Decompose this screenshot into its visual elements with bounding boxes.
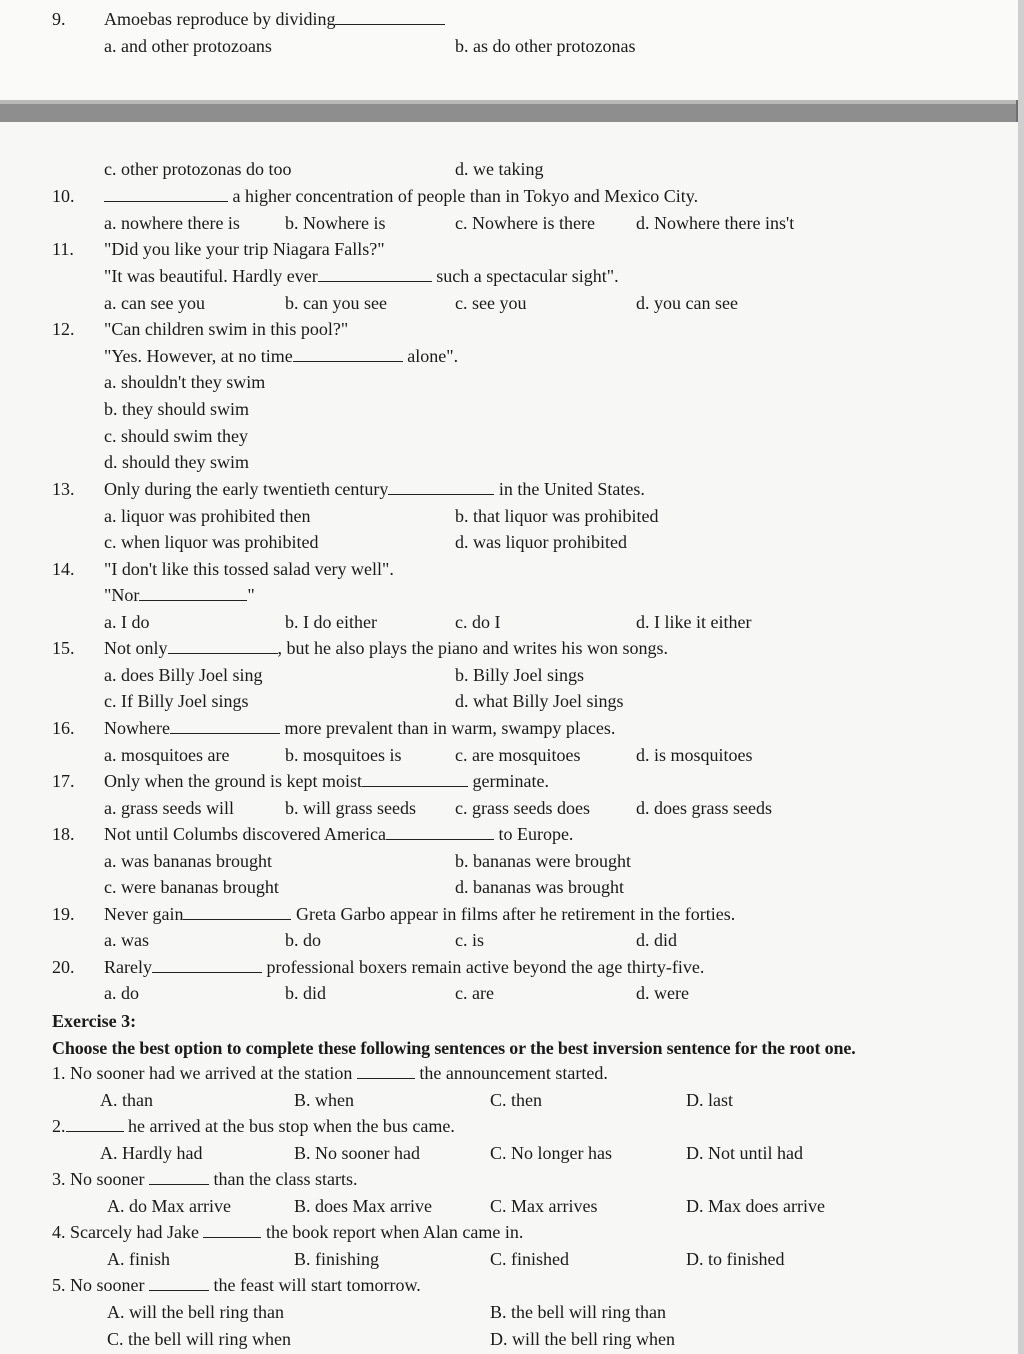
option: b. will grass seeds bbox=[285, 798, 416, 818]
option: a. liquor was prohibited then bbox=[104, 506, 311, 526]
option: C. finished bbox=[490, 1249, 569, 1269]
option: a. does Billy Joel sing bbox=[104, 665, 263, 685]
option: D. will the bell ring when bbox=[490, 1329, 675, 1349]
answer-blank bbox=[357, 1063, 415, 1079]
option: a. grass seeds will bbox=[104, 798, 234, 818]
question-number: 12. bbox=[52, 319, 75, 339]
option: a. nowhere there is bbox=[104, 213, 240, 233]
option: A. do Max arrive bbox=[107, 1196, 231, 1216]
question-stem: 2. he arrived at the bus stop when the bus came. bbox=[52, 1116, 455, 1136]
option: c. see you bbox=[455, 293, 527, 313]
option: c. were bananas brought bbox=[104, 877, 279, 897]
option: d. were bbox=[636, 983, 689, 1003]
question-number: 11. bbox=[52, 239, 74, 259]
question-stem: Only during the early twentieth century in the United States. bbox=[104, 479, 645, 499]
option: B. when bbox=[294, 1090, 354, 1110]
answer-blank bbox=[335, 9, 445, 25]
option: c. grass seeds does bbox=[455, 798, 590, 818]
option: d. did bbox=[636, 930, 678, 950]
question-stem-line: "Nor " bbox=[104, 585, 255, 605]
option: A. Hardly had bbox=[100, 1143, 203, 1163]
exercise-instruction: Choose the best option to complete these following sentences or the best inversion sentence for the root one. bbox=[52, 1038, 856, 1058]
option: c. If Billy Joel sings bbox=[104, 691, 249, 711]
option: c. should swim they bbox=[104, 426, 248, 446]
option: B. does Max arrive bbox=[294, 1196, 432, 1216]
option: A. than bbox=[100, 1090, 153, 1110]
question-stem: 5. No sooner the feast will start tomorrow. bbox=[52, 1275, 421, 1295]
question-number: 9. bbox=[52, 9, 66, 29]
option: b. Nowhere is bbox=[285, 213, 386, 233]
answer-blank bbox=[149, 1275, 209, 1291]
option: C. then bbox=[490, 1090, 542, 1110]
option: D. to finished bbox=[686, 1249, 785, 1269]
answer-blank bbox=[66, 1116, 124, 1132]
question-stem: a higher concentration of people than in Tokyo and Mexico City. bbox=[104, 185, 698, 207]
option: d. you can see bbox=[636, 293, 738, 313]
question-number: 18. bbox=[52, 824, 75, 844]
option: a. do bbox=[104, 983, 139, 1003]
question-number: 14. bbox=[52, 559, 75, 579]
option: B. finishing bbox=[294, 1249, 380, 1269]
option: c. are bbox=[455, 983, 494, 1003]
answer-blank bbox=[183, 904, 291, 920]
option: d. what Billy Joel sings bbox=[455, 691, 624, 711]
question-stem: "I don't like this tossed salad very well". bbox=[104, 559, 394, 579]
question-stem: 3. No sooner than the class starts. bbox=[52, 1169, 358, 1189]
option: b. do bbox=[285, 930, 321, 950]
answer-blank bbox=[386, 824, 494, 840]
option: A. will the bell ring than bbox=[107, 1302, 284, 1322]
option: A. finish bbox=[107, 1249, 170, 1269]
option: b. that liquor was prohibited bbox=[455, 506, 659, 526]
option: C. No longer has bbox=[490, 1143, 612, 1163]
answer-blank bbox=[139, 585, 247, 601]
option: c. Nowhere is there bbox=[455, 213, 595, 233]
option: c. other protozonas do too bbox=[104, 159, 292, 179]
option: b. as do other protozonas bbox=[455, 36, 636, 56]
option: c. do I bbox=[455, 612, 501, 632]
option: c. is bbox=[455, 930, 484, 950]
option: d. I like it either bbox=[636, 612, 752, 632]
option: a. was bananas brought bbox=[104, 851, 272, 871]
option: b. Billy Joel sings bbox=[455, 665, 585, 685]
answer-blank bbox=[318, 266, 432, 282]
question-number: 10. bbox=[52, 186, 75, 206]
question-number: 16. bbox=[52, 718, 75, 738]
option: d. should they swim bbox=[104, 452, 250, 472]
question-number: 20. bbox=[52, 957, 75, 977]
exercise-title: Exercise 3: bbox=[52, 1011, 137, 1031]
question-number: 17. bbox=[52, 771, 75, 791]
option: B. No sooner had bbox=[294, 1143, 420, 1163]
answer-blank bbox=[293, 346, 403, 362]
option: d. is mosquitoes bbox=[636, 745, 753, 765]
option: d. was liquor prohibited bbox=[455, 532, 627, 552]
question-stem: Amoebas reproduce by dividing bbox=[104, 8, 445, 30]
option: D. Max does arrive bbox=[686, 1196, 825, 1216]
page-edge bbox=[1018, 0, 1024, 1354]
option: a. can see you bbox=[104, 293, 205, 313]
option: b. they should swim bbox=[104, 399, 250, 419]
question-stem: Nowhere more prevalent than in warm, swampy places. bbox=[104, 718, 616, 738]
answer-blank bbox=[152, 957, 262, 973]
option: B. the bell will ring than bbox=[490, 1302, 666, 1322]
question-stem-line: "Yes. However, at no time alone". bbox=[104, 346, 459, 366]
answer-blank bbox=[203, 1222, 261, 1238]
question-stem: Only when the ground is kept moist germinate. bbox=[104, 771, 549, 791]
answer-blank bbox=[362, 771, 468, 787]
question-stem: Never gain Greta Garbo appear in films after he retirement in the forties. bbox=[104, 904, 736, 924]
option: C. the bell will ring when bbox=[107, 1329, 291, 1349]
option: b. can you see bbox=[285, 293, 387, 313]
question-stem: 4. Scarcely had Jake the book report when Alan came in. bbox=[52, 1222, 524, 1242]
answer-blank bbox=[388, 479, 494, 495]
option: d. does grass seeds bbox=[636, 798, 772, 818]
option: D. Not until had bbox=[686, 1143, 803, 1163]
answer-blank bbox=[168, 638, 278, 654]
answer-blank bbox=[170, 718, 280, 734]
question-stem: "Can children swim in this pool?" bbox=[104, 319, 349, 339]
question-number: 15. bbox=[52, 638, 75, 658]
answer-blank bbox=[149, 1169, 209, 1185]
option: b. I do either bbox=[285, 612, 377, 632]
question-stem: 1. No sooner had we arrived at the station the announcement started. bbox=[52, 1063, 608, 1083]
option: a. I do bbox=[104, 612, 150, 632]
page-gap bbox=[0, 100, 1024, 122]
option: d. Nowhere there ins't bbox=[636, 213, 795, 233]
answer-blank bbox=[104, 186, 228, 202]
option: b. bananas were brought bbox=[455, 851, 631, 871]
option: C. Max arrives bbox=[490, 1196, 598, 1216]
option: b. mosquitoes is bbox=[285, 745, 402, 765]
option: b. did bbox=[285, 983, 327, 1003]
question-stem-line: "It was beautiful. Hardly ever such a spectacular sight". bbox=[104, 266, 619, 286]
option: D. last bbox=[686, 1090, 733, 1110]
option: a. and other protozoans bbox=[104, 36, 272, 56]
option: a. was bbox=[104, 930, 149, 950]
option: d. we taking bbox=[455, 159, 544, 179]
question-number: 13. bbox=[52, 479, 75, 499]
option: a. mosquitoes are bbox=[104, 745, 230, 765]
option: a. shouldn't they swim bbox=[104, 372, 266, 392]
option: c. when liquor was prohibited bbox=[104, 532, 319, 552]
question-number: 19. bbox=[52, 904, 75, 924]
option: d. bananas was brought bbox=[455, 877, 624, 897]
question-stem: "Did you like your trip Niagara Falls?" bbox=[104, 239, 385, 259]
question-stem: Rarely professional boxers remain active beyond the age thirty-five. bbox=[104, 957, 705, 977]
question-stem: Not only , but he also plays the piano and writes his won songs. bbox=[104, 638, 668, 658]
question-stem: Not until Columbs discovered America to Europe. bbox=[104, 824, 574, 844]
option: c. are mosquitoes bbox=[455, 745, 581, 765]
